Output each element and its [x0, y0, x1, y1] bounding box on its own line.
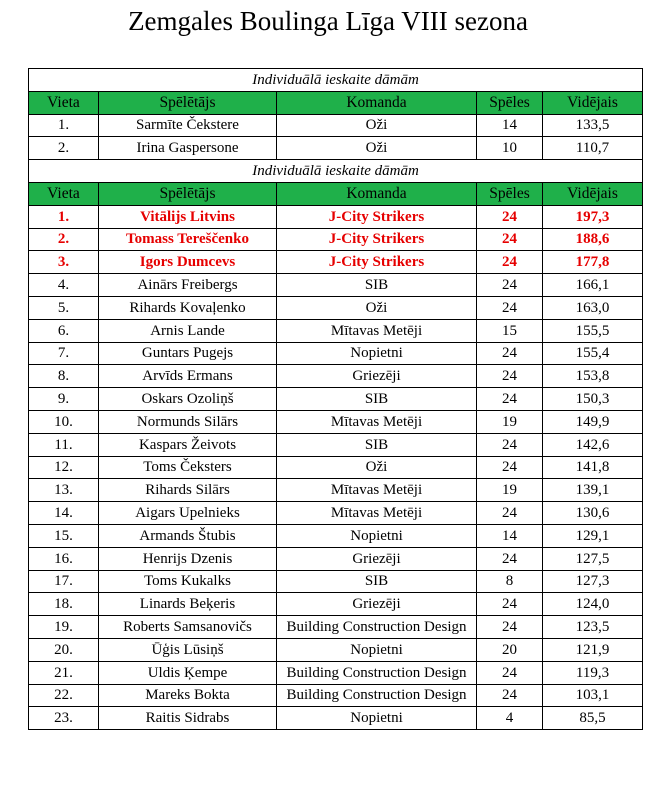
cell-average: 123,5	[543, 616, 643, 639]
cell-average: 142,6	[543, 433, 643, 456]
cell-player: Ūģis Lūsiņš	[99, 638, 277, 661]
cell-games: 24	[477, 547, 543, 570]
cell-average: 133,5	[543, 114, 643, 137]
cell-average: 163,0	[543, 296, 643, 319]
cell-place: 22.	[29, 684, 99, 707]
cell-average: 141,8	[543, 456, 643, 479]
cell-team: SIB	[277, 274, 477, 297]
cell-games: 24	[477, 433, 543, 456]
cell-team: Nopietni	[277, 638, 477, 661]
table-row	[29, 365, 643, 388]
table-row	[29, 137, 643, 160]
cell-team: Oži	[277, 456, 477, 479]
cell-average: 129,1	[543, 524, 643, 547]
cell-team: Mītavas Metēji	[277, 410, 477, 433]
cell-games: 24	[477, 251, 543, 274]
table-row	[29, 661, 643, 684]
cell-player: Ainārs Freibergs	[99, 274, 277, 297]
cell-games: 20	[477, 638, 543, 661]
table-row	[29, 410, 643, 433]
cell-team: SIB	[277, 570, 477, 593]
cell-average: 155,4	[543, 342, 643, 365]
cell-average: 130,6	[543, 502, 643, 525]
cell-team: Nopietni	[277, 707, 477, 730]
cell-average: 150,3	[543, 388, 643, 411]
cell-place: 1.	[29, 114, 99, 137]
cell-games: 19	[477, 479, 543, 502]
cell-player: Arnis Lande	[99, 319, 277, 342]
cell-place: 15.	[29, 524, 99, 547]
table-row	[29, 388, 643, 411]
table-row	[29, 638, 643, 661]
cell-games: 10	[477, 137, 543, 160]
column-header-team: Komanda	[277, 91, 477, 114]
cell-place: 21.	[29, 661, 99, 684]
cell-player: Uldis Ķempe	[99, 661, 277, 684]
table-row	[29, 274, 643, 297]
column-header-place: Vieta	[29, 182, 99, 205]
table-row	[29, 616, 643, 639]
section-title-row	[29, 69, 643, 92]
cell-team: Building Construction Design	[277, 616, 477, 639]
cell-team: J-City Strikers	[277, 205, 477, 228]
cell-place: 4.	[29, 274, 99, 297]
cell-player: Guntars Pugejs	[99, 342, 277, 365]
cell-player: Tomass Tereščenko	[99, 228, 277, 251]
cell-games: 24	[477, 456, 543, 479]
cell-player: Henrijs Dzenis	[99, 547, 277, 570]
cell-place: 1.	[29, 205, 99, 228]
cell-team: Oži	[277, 296, 477, 319]
table-row	[29, 547, 643, 570]
cell-place: 9.	[29, 388, 99, 411]
cell-games: 24	[477, 661, 543, 684]
cell-average: 149,9	[543, 410, 643, 433]
cell-place: 2.	[29, 137, 99, 160]
cell-games: 14	[477, 114, 543, 137]
cell-average: 127,5	[543, 547, 643, 570]
cell-place: 23.	[29, 707, 99, 730]
column-header-player: Spēlētājs	[99, 182, 277, 205]
cell-average: 124,0	[543, 593, 643, 616]
column-header-average: Vidējais	[543, 91, 643, 114]
cell-games: 8	[477, 570, 543, 593]
column-header-row	[29, 91, 643, 114]
cell-place: 17.	[29, 570, 99, 593]
column-header-player: Spēlētājs	[99, 91, 277, 114]
standings-table-body	[29, 69, 643, 730]
cell-games: 19	[477, 410, 543, 433]
cell-team: Building Construction Design	[277, 661, 477, 684]
cell-average: 197,3	[543, 205, 643, 228]
cell-place: 7.	[29, 342, 99, 365]
cell-player: Normunds Silārs	[99, 410, 277, 433]
table-row	[29, 114, 643, 137]
table-row	[29, 707, 643, 730]
cell-player: Arvīds Ermans	[99, 365, 277, 388]
cell-place: 8.	[29, 365, 99, 388]
section-title: Individuālā ieskaite dāmām	[29, 69, 643, 92]
column-header-average: Vidējais	[543, 182, 643, 205]
table-row	[29, 319, 643, 342]
table-row	[29, 342, 643, 365]
cell-place: 2.	[29, 228, 99, 251]
cell-team: Nopietni	[277, 342, 477, 365]
cell-team: Oži	[277, 137, 477, 160]
column-header-team: Komanda	[277, 182, 477, 205]
column-header-games: Spēles	[477, 182, 543, 205]
table-row	[29, 251, 643, 274]
cell-place: 5.	[29, 296, 99, 319]
cell-average: 119,3	[543, 661, 643, 684]
cell-team: Griezēji	[277, 547, 477, 570]
cell-team: Griezēji	[277, 593, 477, 616]
cell-team: Griezēji	[277, 365, 477, 388]
table-row	[29, 205, 643, 228]
cell-player: Vitālijs Litvins	[99, 205, 277, 228]
cell-place: 19.	[29, 616, 99, 639]
cell-place: 12.	[29, 456, 99, 479]
cell-games: 24	[477, 502, 543, 525]
table-row	[29, 456, 643, 479]
cell-team: SIB	[277, 388, 477, 411]
column-header-place: Vieta	[29, 91, 99, 114]
table-row	[29, 502, 643, 525]
cell-average: 153,8	[543, 365, 643, 388]
cell-team: J-City Strikers	[277, 251, 477, 274]
cell-player: Linards Beķeris	[99, 593, 277, 616]
cell-player: Toms Čeksters	[99, 456, 277, 479]
cell-player: Sarmīte Čekstere	[99, 114, 277, 137]
cell-player: Oskars Ozoliņš	[99, 388, 277, 411]
cell-place: 13.	[29, 479, 99, 502]
cell-place: 11.	[29, 433, 99, 456]
cell-player: Rihards Silārs	[99, 479, 277, 502]
cell-place: 20.	[29, 638, 99, 661]
cell-player: Kaspars Žeivots	[99, 433, 277, 456]
section-title: Individuālā ieskaite dāmām	[29, 160, 643, 183]
cell-average: 110,7	[543, 137, 643, 160]
cell-average: 103,1	[543, 684, 643, 707]
cell-games: 14	[477, 524, 543, 547]
cell-place: 16.	[29, 547, 99, 570]
cell-team: J-City Strikers	[277, 228, 477, 251]
cell-games: 4	[477, 707, 543, 730]
cell-team: Building Construction Design	[277, 684, 477, 707]
cell-average: 188,6	[543, 228, 643, 251]
cell-average: 166,1	[543, 274, 643, 297]
cell-team: Mītavas Metēji	[277, 479, 477, 502]
cell-average: 121,9	[543, 638, 643, 661]
table-row	[29, 479, 643, 502]
column-header-games: Spēles	[477, 91, 543, 114]
cell-games: 24	[477, 616, 543, 639]
cell-average: 127,3	[543, 570, 643, 593]
cell-games: 24	[477, 205, 543, 228]
table-row	[29, 570, 643, 593]
cell-player: Aigars Upelnieks	[99, 502, 277, 525]
cell-games: 24	[477, 274, 543, 297]
cell-team: SIB	[277, 433, 477, 456]
section-title-row	[29, 160, 643, 183]
cell-player: Raitis Sidrabs	[99, 707, 277, 730]
cell-average: 155,5	[543, 319, 643, 342]
table-row	[29, 524, 643, 547]
cell-player: Toms Kukalks	[99, 570, 277, 593]
cell-team: Oži	[277, 114, 477, 137]
table-row	[29, 593, 643, 616]
cell-player: Armands Štubis	[99, 524, 277, 547]
standings-table	[28, 68, 643, 730]
cell-place: 14.	[29, 502, 99, 525]
cell-games: 24	[477, 296, 543, 319]
cell-team: Mītavas Metēji	[277, 502, 477, 525]
cell-team: Mītavas Metēji	[277, 319, 477, 342]
cell-team: Nopietni	[277, 524, 477, 547]
table-row	[29, 296, 643, 319]
table-row	[29, 228, 643, 251]
cell-games: 24	[477, 228, 543, 251]
cell-place: 3.	[29, 251, 99, 274]
cell-place: 6.	[29, 319, 99, 342]
cell-place: 18.	[29, 593, 99, 616]
cell-player: Rihards Kovaļenko	[99, 296, 277, 319]
cell-player: Roberts Samsanovičs	[99, 616, 277, 639]
column-header-row	[29, 182, 643, 205]
cell-average: 85,5	[543, 707, 643, 730]
cell-player: Igors Dumcevs	[99, 251, 277, 274]
cell-player: Irina Gaspersone	[99, 137, 277, 160]
cell-games: 24	[477, 684, 543, 707]
cell-player: Mareks Bokta	[99, 684, 277, 707]
cell-games: 24	[477, 365, 543, 388]
table-row	[29, 684, 643, 707]
cell-games: 24	[477, 342, 543, 365]
cell-games: 15	[477, 319, 543, 342]
cell-games: 24	[477, 388, 543, 411]
table-row	[29, 433, 643, 456]
cell-average: 139,1	[543, 479, 643, 502]
page-title: Zemgales Boulinga Līga VIII sezona	[128, 6, 528, 36]
cell-place: 10.	[29, 410, 99, 433]
cell-games: 24	[477, 593, 543, 616]
cell-average: 177,8	[543, 251, 643, 274]
